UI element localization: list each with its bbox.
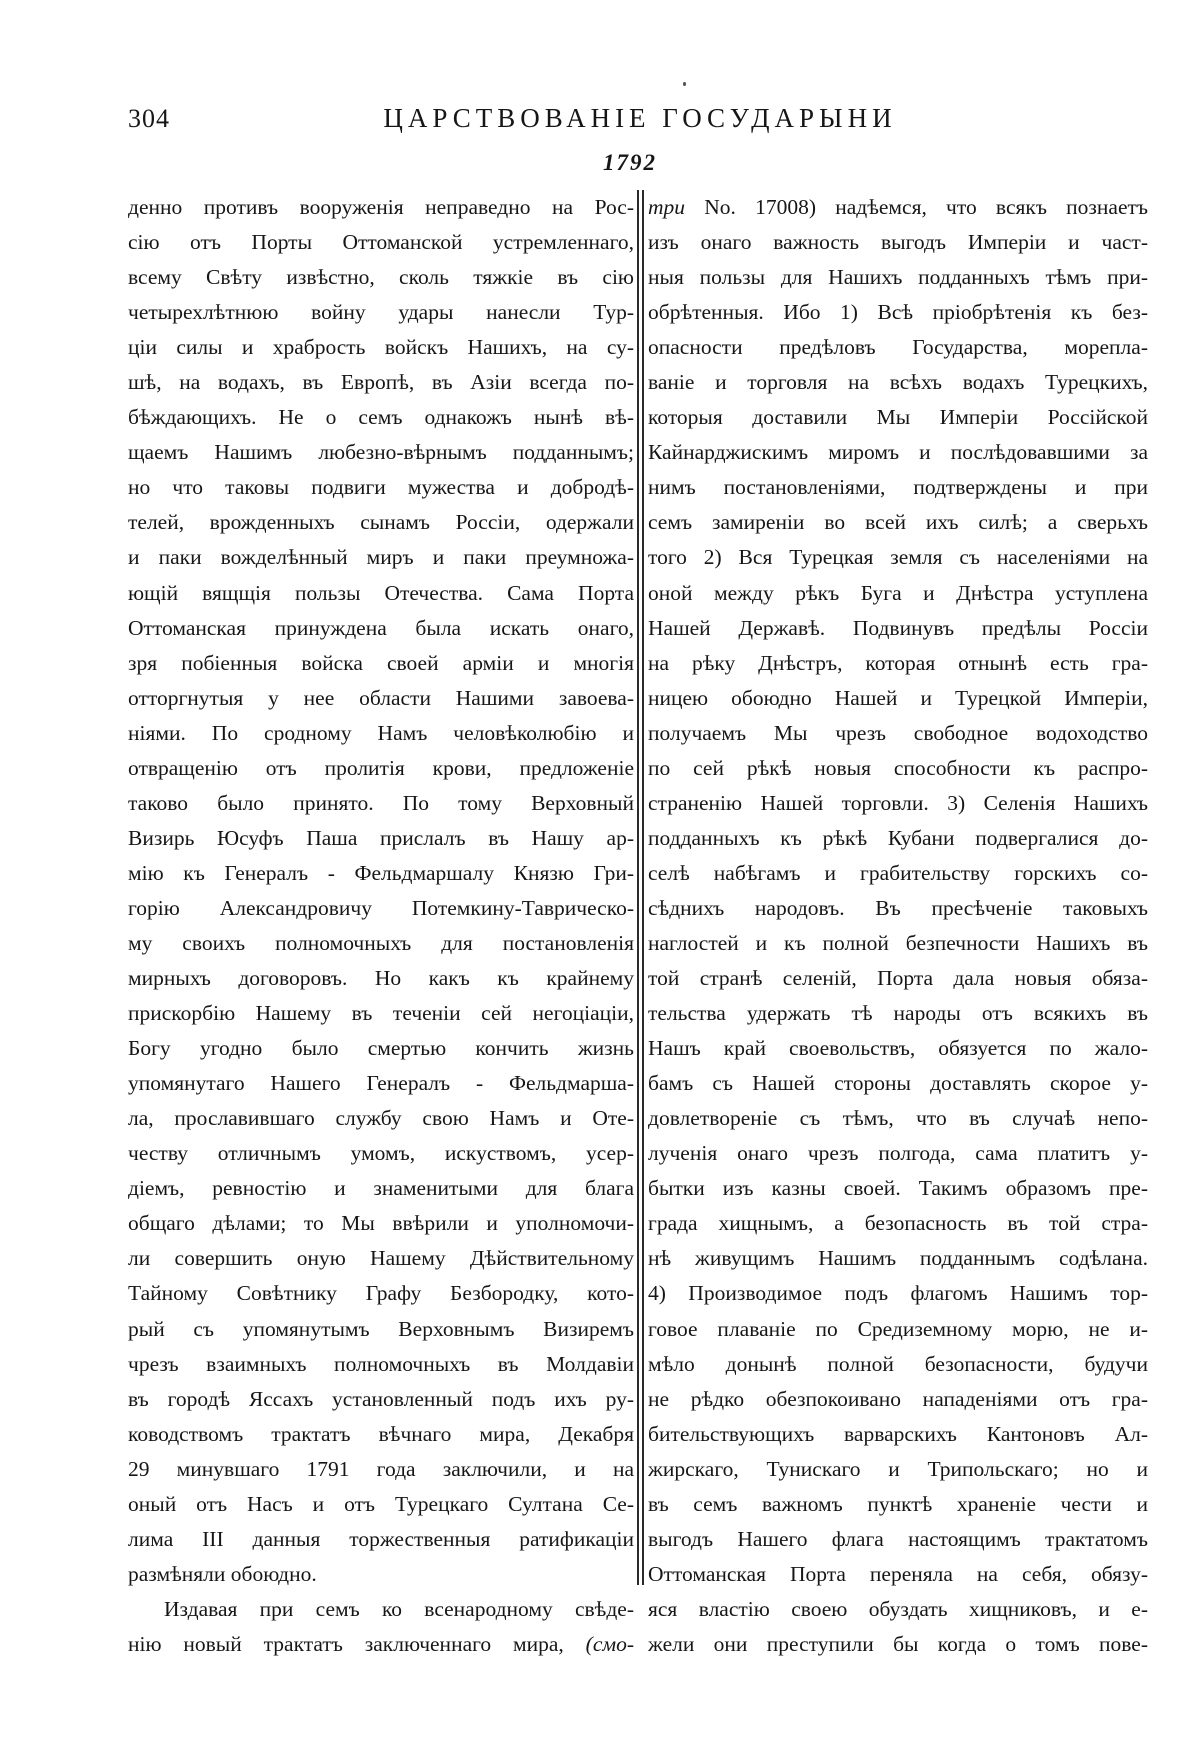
text-line: таково было принято. По тому Верховный bbox=[128, 790, 634, 815]
text-line: выгодъ Нашего флага настоящимъ трактатомъ bbox=[648, 1526, 1148, 1551]
text-line: говое плаваніе по Средиземному морю, не и- bbox=[648, 1316, 1148, 1341]
text-line: горію Александровичу Потемкину-Таврическо- bbox=[128, 895, 634, 920]
text-line: нимъ постановленіями, подтверждены и при bbox=[648, 475, 1148, 500]
text-line: семъ замиреніи во всей ихъ силѣ; а сверьхъ bbox=[648, 510, 1148, 535]
italic-run: (смо- bbox=[585, 1631, 634, 1656]
column-divider-rule bbox=[637, 190, 639, 1585]
text-line: подданныхъ къ рѣкѣ Кубани подвергалися до- bbox=[648, 825, 1148, 850]
text-line: 4) Производимое подъ флагомъ Нашимъ тор- bbox=[648, 1281, 1148, 1306]
right-column bbox=[648, 190, 1148, 1662]
text-line: бительствующихъ варварскихъ Кантоновъ Ал- bbox=[648, 1421, 1148, 1446]
text-line: телей, врожденныхъ сынамъ Россіи, одержали bbox=[128, 510, 634, 535]
text-line: но что таковы подвиги мужества и добродѣ- bbox=[128, 475, 634, 500]
text-line: не рѣдко обезпокоивано нападеніями отъ гра- bbox=[648, 1386, 1148, 1411]
text-line: по сей рѣкѣ новыя способности къ распро- bbox=[648, 755, 1148, 780]
text-line: мію къ Генералъ - Фельдмаршалу Князю Гри- bbox=[128, 860, 634, 885]
text-run: нію новый трактатъ заключеннаго мира, bbox=[128, 1631, 564, 1656]
text-run: No. 17008) надѣемся, что всякъ познаетъ bbox=[704, 195, 1148, 219]
year-heading: 1792 bbox=[603, 150, 657, 175]
text-line: зря побіенныя войска своей арміи и многія bbox=[128, 650, 634, 675]
text-line: бѣждающихъ. Не о семъ однакожъ нынѣ вѣ- bbox=[128, 405, 634, 430]
text-line: 29 минувшаго 1791 года заключили, и на bbox=[128, 1456, 634, 1481]
text-line: ли совершить оную Нашему Дѣйствительному bbox=[128, 1246, 634, 1271]
text-line: ницею обоюдно Нашей и Турецкой Имперіи, bbox=[648, 685, 1148, 710]
text-line: Нашъ край своевольствъ, обязуется по жало- bbox=[648, 1036, 1148, 1061]
text-line: оной между рѣкъ Буга и Днѣстра уступлена bbox=[648, 580, 1148, 605]
text-line: Оттоманская Порта переняла на себя, обязу- bbox=[648, 1561, 1148, 1586]
text-line: того 2) Вся Турецкая земля съ населеніями на bbox=[648, 545, 1148, 570]
text-line: лученія онаго чрезъ полгода, сама платитъ у- bbox=[648, 1141, 1148, 1166]
text-line: упомянутаго Нашего Генералъ - Фельдмарша- bbox=[128, 1071, 634, 1096]
text-line: ніями. По сродному Намъ человѣколюбію и bbox=[128, 720, 634, 745]
text-line: опасности предѣловъ Государства, морепла- bbox=[648, 335, 1148, 360]
text-line: Визирь Юсуфъ Паша прислалъ въ Нашу ар- bbox=[128, 825, 634, 850]
text-line: честву отличнымъ умомъ, искуствомъ, усер- bbox=[128, 1141, 634, 1166]
text-line: сѣднихъ народовъ. Въ пресѣченіе таковыхъ bbox=[648, 895, 1148, 920]
text-line: которыя доставили Мы Имперіи Россійской bbox=[648, 405, 1148, 430]
text-line: ководствомъ трактатъ вѣчнаго мира, Декабря bbox=[128, 1421, 634, 1446]
text-line: ціи силы и храбрость войскъ Нашихъ, на су- bbox=[128, 335, 634, 360]
text-line: жирскаго, Тунискаго и Трипольскаго; но и bbox=[648, 1456, 1148, 1481]
text-line: отторгнутыя у нее области Нашими завоева- bbox=[128, 685, 634, 710]
text-line: Кайнарджискимъ миромъ и послѣдовавшими за bbox=[648, 440, 1148, 465]
text-line: яся властію своею обуздать хищниковъ, и е- bbox=[648, 1596, 1148, 1621]
text-line: денно противъ вооруженія неправедно на Рос- bbox=[128, 195, 634, 219]
text-line: ваніе и торговля на всѣхъ водахъ Турецкихъ, bbox=[648, 370, 1148, 395]
text-line: Тайному Совѣтнику Графу Безбородку, кото- bbox=[128, 1281, 634, 1306]
text-line: нѣ живущимъ Нашимъ подданнымъ содѣлана. bbox=[648, 1246, 1148, 1271]
text-line: чрезъ взаимныхъ полномочныхъ въ Молдавіи bbox=[128, 1351, 634, 1376]
text-line: селѣ набѣгамъ и грабительству горскихъ со- bbox=[648, 860, 1148, 885]
text-line: тельства удержать тѣ народы отъ всякихъ въ bbox=[648, 1001, 1148, 1026]
text-line: мирныхъ договоровъ. Но какъ къ крайнему bbox=[128, 966, 634, 991]
text-line: бамъ съ Нашей стороны доставлять скорое у- bbox=[648, 1071, 1148, 1096]
running-title: ЦАРСТВОВАНІЕ ГОСУДАРЫНИ bbox=[383, 103, 897, 133]
text-line: всему Свѣту извѣстно, сколь тяжкіе въ сію bbox=[128, 265, 634, 290]
text-line: Нашей Державѣ. Подвинувъ предѣлы Россіи bbox=[648, 615, 1148, 640]
text-line: отвращенію отъ пролитія крови, предложеніе bbox=[128, 755, 634, 780]
text-line: прискорбію Нашему въ теченіи сей негоціаціи, bbox=[128, 1001, 634, 1026]
text-line: діемъ, ревностію и знаменитыми для блага bbox=[128, 1176, 634, 1201]
text-line: града хищнымъ, а безопасность въ той стра- bbox=[648, 1211, 1148, 1236]
text-line: Богу угодно было смертью кончить жизнь bbox=[128, 1036, 634, 1061]
page-number: 304 bbox=[128, 104, 170, 133]
text-line: получаемъ Мы чрезъ свободное водоходство bbox=[648, 720, 1148, 745]
text-line: му своихъ полномочныхъ для постановленія bbox=[128, 930, 634, 955]
text-line: въ семъ важномъ пунктѣ храненіе чести и bbox=[648, 1491, 1148, 1516]
print-speck bbox=[683, 82, 686, 86]
text-line: изъ онаго важность выгодъ Имперіи и част- bbox=[648, 230, 1148, 255]
text-line: ющій вящщія пользы Отечества. Сама Порта bbox=[128, 580, 634, 605]
text-line: сію отъ Порты Оттоманской устремленнаго, bbox=[128, 230, 634, 255]
text-line-mixed bbox=[128, 1627, 634, 1662]
text-line: въ городѣ Яссахъ установленный подъ ихъ ру- bbox=[128, 1386, 634, 1411]
column-divider-rule bbox=[642, 190, 644, 1585]
text-line: щаемъ Нашимъ любезно-вѣрнымъ подданнымъ; bbox=[128, 440, 634, 465]
text-line: оный отъ Насъ и отъ Турецкаго Султана Се- bbox=[128, 1491, 634, 1516]
text-line: и паки вожделѣнный миръ и паки преумножа- bbox=[128, 545, 634, 570]
text-line: лима III данныя торжественныя ратификаціи bbox=[128, 1526, 634, 1551]
text-line: ла, прославившаго службу свою Намъ и Оте- bbox=[128, 1106, 634, 1131]
text-line: Оттоманская принуждена была искать онаго, bbox=[128, 615, 634, 640]
text-line: той странѣ селеній, Порта дала новыя обяза- bbox=[648, 966, 1148, 991]
italic-run: три bbox=[648, 195, 686, 219]
text-line-mixed bbox=[648, 190, 1148, 225]
text-line: мѣло донынѣ полной безопасности, будучи bbox=[648, 1351, 1148, 1376]
text-line: рый съ упомянутымъ Верховнымъ Визиремъ bbox=[128, 1316, 634, 1341]
left-column bbox=[128, 190, 634, 1662]
text-line: Издавая при семъ ко всенародному свѣде- bbox=[164, 1596, 634, 1621]
text-line: общаго дѣлами; то Мы ввѣрили и уполномочи- bbox=[128, 1211, 634, 1236]
text-line: довлетвореніе съ тѣмъ, что въ случаѣ непо- bbox=[648, 1106, 1148, 1131]
text-line: обрѣтенныя. Ибо 1) Всѣ пріобрѣтенія къ без- bbox=[648, 300, 1148, 325]
text-line: жели они преступили бы когда о томъ пове- bbox=[648, 1631, 1148, 1656]
text-line: шѣ, на водахъ, въ Европѣ, въ Азіи всегда по- bbox=[128, 370, 634, 395]
text-line: страненію Нашей торговли. 3) Селенія Нашихъ bbox=[648, 790, 1148, 815]
text-line: бытки изъ казны своей. Такимъ образомъ пре- bbox=[648, 1176, 1148, 1201]
text-line: на рѣку Днѣстръ, которая отнынѣ есть гра- bbox=[648, 650, 1148, 675]
text-line: четырехлѣтнюю войну удары нанесли Тур- bbox=[128, 300, 634, 325]
text-line: ныя пользы для Нашихъ подданныхъ тѣмъ при- bbox=[648, 265, 1148, 290]
text-line: размѣняли обоюдно. bbox=[128, 1561, 317, 1586]
text-line: наглостей и къ полной безпечности Нашихъ въ bbox=[648, 930, 1148, 955]
